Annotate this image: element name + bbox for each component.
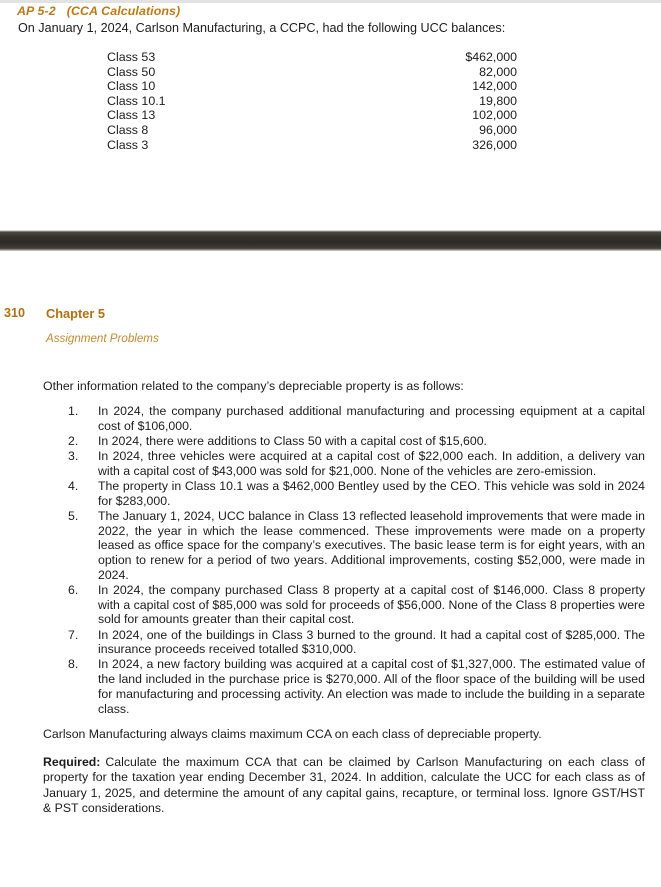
ucc-class-label: Class 8 — [107, 122, 149, 137]
intro-paragraph: On January 1, 2024, Carlson Manufacturing, a CCPC, had the following UCC balances: — [18, 21, 506, 35]
ucc-class-value: 102,000 — [472, 108, 517, 123]
problem-code: AP 5-2 — [17, 4, 56, 18]
list-item-text: The property in Class 10.1 was a $462,000 Bentley used by the CEO. This vehicle was sold in 2024 for $283,000. — [98, 479, 645, 508]
ucc-class-value: 326,000 — [472, 137, 517, 152]
list-item-text: In 2024, there were additions to Class 50 with a capital cost of $15,600. — [98, 433, 487, 448]
table-row — [107, 65, 517, 80]
page-two — [0, 251, 661, 887]
table-row — [107, 79, 517, 94]
table-row — [107, 50, 517, 65]
list-item-marker: 8. — [68, 657, 79, 672]
list-item — [43, 434, 645, 449]
list-item — [43, 583, 645, 627]
list-item-text: In 2024, the company purchased additional manufacturing and processing equipment at a capital cost of $106,000. — [98, 404, 645, 433]
other-information-list — [43, 404, 645, 716]
ucc-class-label: Class 10.1 — [107, 93, 166, 108]
problem-title: (CCA Calculations) — [66, 4, 181, 18]
table-row — [107, 123, 517, 138]
table-row — [107, 138, 517, 153]
list-item-marker: 3. — [68, 449, 79, 464]
list-item — [43, 509, 645, 583]
ucc-class-label: Class 53 — [107, 50, 156, 64]
list-item-text: In 2024, a new factory building was acquired at a capital cost of $1,327,000. The estimated value of the land included in the purchase price is $270,000. All of the floor space of the building will be used for manufacturing and processing activity. An election was made to include the building in a separate class. — [98, 657, 645, 716]
ucc-class-label: Class 50 — [107, 64, 156, 79]
list-item-text: In 2024, three vehicles were acquired at a capital cost of $22,000 each. In addition, a delivery van with a capital cost of $43,000 was sold for $21,000. None of the vehicles are zero-emission. — [98, 449, 645, 478]
list-item-marker: 7. — [68, 627, 79, 642]
list-item-marker: 4. — [68, 479, 79, 494]
ucc-class-value: 142,000 — [472, 79, 517, 94]
list-item-marker: 1. — [68, 404, 79, 418]
ucc-balances-body — [107, 50, 517, 152]
required-text: Calculate the maximum CCA that can be claimed by Carlson Manufacturing on each class of property for the taxation year ending December 31, 2024. In addition, calculate the UCC for each class as of January 1, 2025, and determine the amount of any capital gains, recapture, or terminal loss. Ignore GST/HST & PST considerations. — [43, 755, 645, 815]
list-item-text: The January 1, 2024, UCC balance in Class 13 reflected leasehold improvements that were made in 2022, the year in which the lease commenced. These improvements were made on a property leased as office space for the company’s executives. The basic lease term is for eight years, with an option to renew for a period of two years. Additional improvements, costing $52,000, were made in 2024. — [98, 508, 645, 582]
list-item — [43, 628, 645, 657]
list-item-text: In 2024, the company purchased Class 8 property at a capital cost of $146,000. Class 8 property with a capital cost of $85,000 was sold for proceeds of $56,000. None of the Class 8 properties were sold for amounts greater than their capital cost. — [98, 582, 645, 627]
list-item — [43, 449, 645, 478]
ucc-class-label: Class 10 — [107, 79, 156, 94]
required-paragraph — [43, 755, 645, 816]
page-one-fragment — [0, 0, 661, 230]
closing-paragraph: Carlson Manufacturing always claims maximum CCA on each class of depreciable property. — [43, 727, 542, 742]
page-break-divider — [0, 230, 661, 251]
table-row — [107, 108, 517, 123]
list-item — [43, 657, 645, 716]
body-content — [43, 379, 645, 816]
ucc-class-value: 96,000 — [479, 122, 517, 137]
ucc-balances-table — [107, 50, 517, 152]
ucc-class-value: 82,000 — [479, 64, 517, 79]
ucc-class-value: 19,800 — [479, 93, 517, 108]
lead-paragraph: Other information related to the company’s depreciable property is as follows: — [43, 379, 464, 393]
list-item — [43, 404, 645, 433]
list-item-marker: 2. — [68, 433, 79, 448]
list-item-marker: 5. — [68, 508, 79, 523]
ucc-class-value: $462,000 — [465, 50, 517, 64]
problem-heading — [17, 4, 180, 18]
list-item-marker: 6. — [68, 582, 79, 597]
required-label: Required: — [43, 755, 101, 770]
list-item-text: In 2024, one of the buildings in Class 3 burned to the ground. It had a capital cost of $285,000. The insurance proceeds received totalled $310,000. — [98, 627, 645, 657]
page-number: 310 — [4, 306, 26, 320]
chapter-title: Chapter 5 — [46, 306, 106, 321]
table-row — [107, 94, 517, 109]
ucc-class-label: Class 13 — [107, 108, 156, 123]
ucc-class-label: Class 3 — [107, 137, 149, 152]
list-item — [43, 479, 645, 508]
page-header-row — [0, 306, 661, 324]
running-head: Assignment Problems — [46, 332, 159, 345]
